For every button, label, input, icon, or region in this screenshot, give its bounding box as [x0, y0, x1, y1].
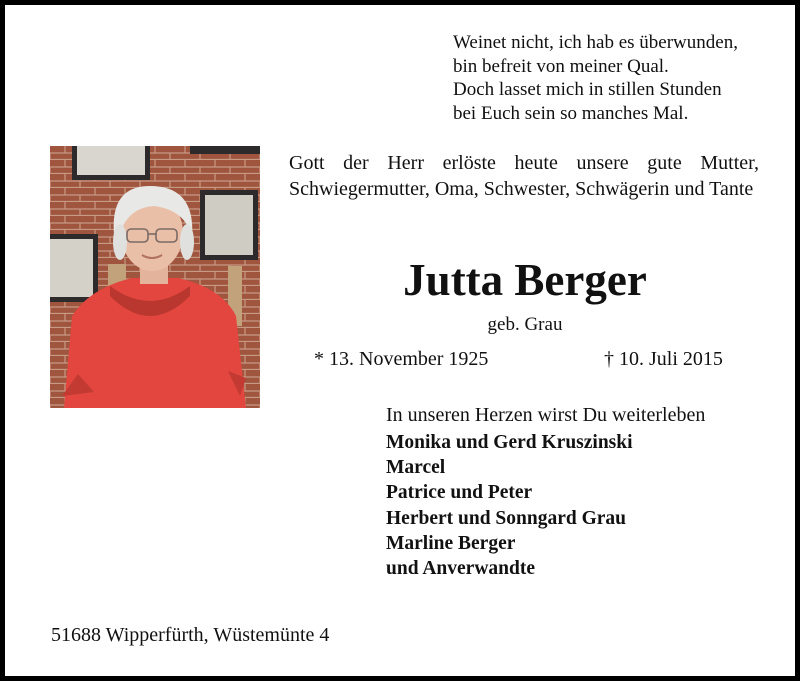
portrait-photo-icon	[50, 146, 260, 408]
intro-text: Gott der Herr erlöste heute unsere gute Mutter, Schwiegermutter, Oma, Schwester, Schwägerin und Tante	[289, 152, 759, 200]
death-date: † 10. Juli 2015	[604, 348, 723, 370]
mourners-list	[386, 430, 633, 581]
mourner-name: Marcel	[386, 457, 446, 479]
mourner-name: Monika und Gerd Kruszinski	[386, 432, 633, 453]
mourner-name: Patrice und Peter	[386, 482, 533, 504]
birth-date: * 13. November 1925	[314, 348, 489, 370]
mourner-name: Herbert und Sonngard Grau	[386, 507, 626, 529]
poem-line: Weinet nicht, ich hab es überwunden,	[453, 32, 738, 53]
deceased-name: Jutta Berger	[403, 255, 647, 305]
mourner-name: Marline Berger	[386, 532, 516, 554]
portrait-photo	[50, 146, 260, 408]
mourner-name: und Anverwandte	[386, 558, 535, 580]
poem-line: bin befreit von meiner Qual.	[453, 55, 669, 77]
address: 51688 Wipperfürth, Wüstemünte 4	[51, 624, 330, 646]
poem-line: bei Euch sein so manches Mal.	[453, 102, 689, 124]
poem	[453, 31, 783, 125]
maiden-name: geb. Grau	[487, 314, 563, 335]
closing-line: In unseren Herzen wirst Du weiterleben	[386, 404, 706, 426]
poem-line: Doch lasset mich in stillen Stunden	[453, 79, 722, 100]
